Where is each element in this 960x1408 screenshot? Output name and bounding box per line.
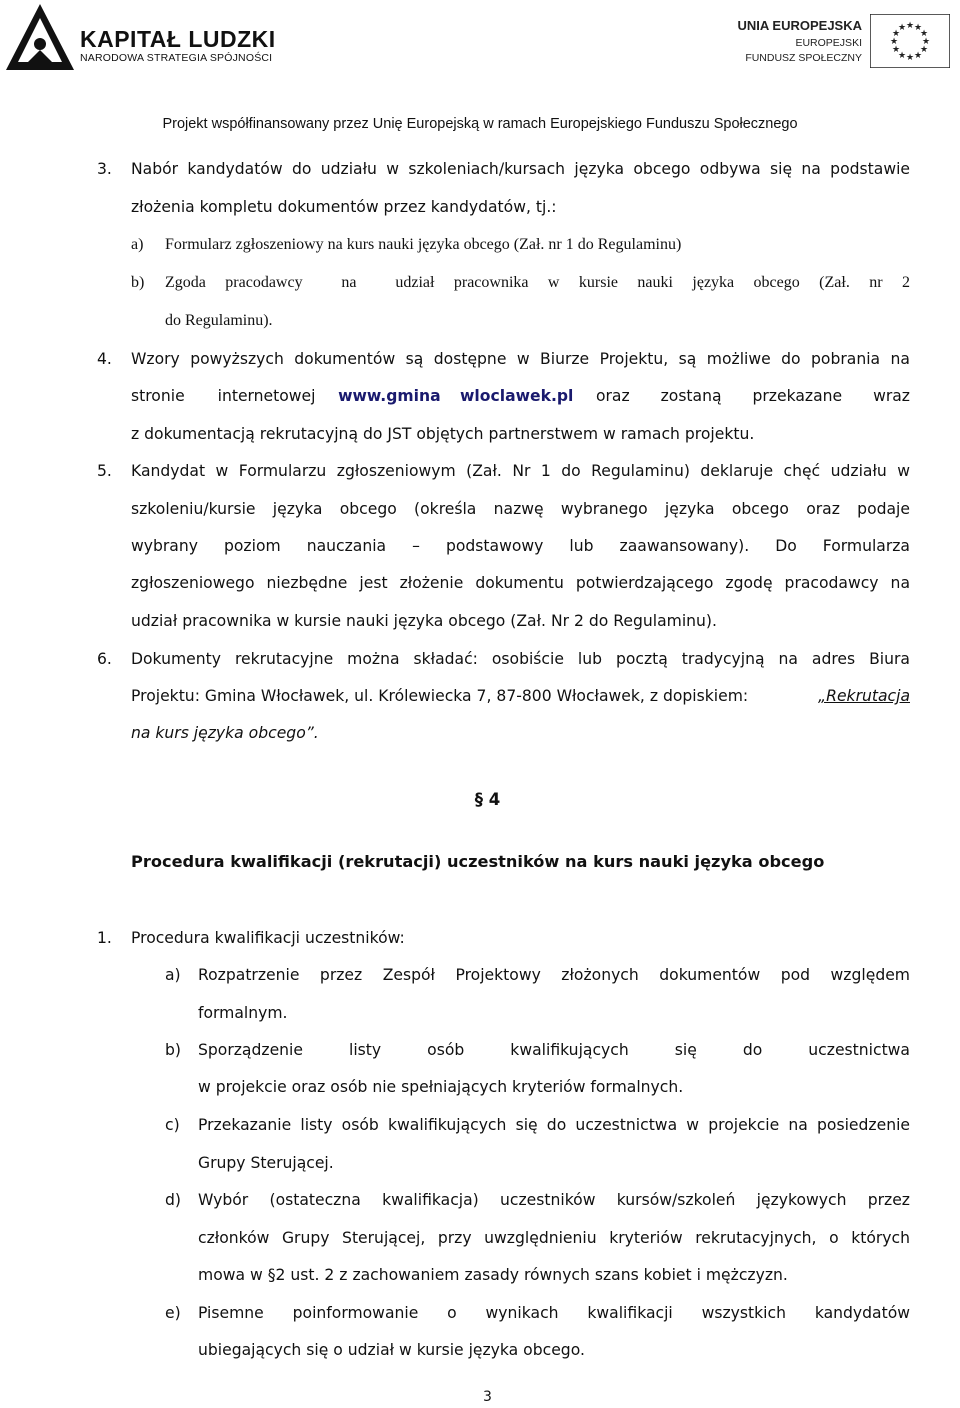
svg-text:★: ★ bbox=[897, 23, 907, 33]
item-number: 6. bbox=[97, 650, 112, 668]
procedure-title: Procedura kwalifikacji uczestników: bbox=[131, 929, 405, 947]
svg-text:★: ★ bbox=[905, 21, 915, 31]
sub-label: d) bbox=[165, 1191, 181, 1209]
item-4-line-1: Wzory powyższych dokumentów są dostępne w Biurze Projektu, są możliwe do pobrania na bbox=[131, 350, 910, 368]
procedure-c-line-1: Przekazanie listy osób kwalifikujących się do uczestnictwa w projekcie na posiedzenie bbox=[198, 1116, 910, 1134]
sub-label: a) bbox=[131, 236, 144, 253]
sub-label: b) bbox=[165, 1041, 181, 1059]
item-5-line-5: udział pracownika w kursie nauki języka obcego (Zał. Nr 2 do Regulaminu). bbox=[131, 612, 717, 630]
item-4-line-2 bbox=[131, 387, 910, 405]
item-number: 4. bbox=[97, 350, 112, 368]
website-link[interactable]: www.gmina wloclawek.pl bbox=[338, 387, 574, 405]
item-5-line-3: wybrany poziom nauczania – podstawowy lub zaawansowany). Do Formularza bbox=[131, 537, 910, 555]
item-3-b-text-1: Zgoda pracodawcy na udział pracownika w kursie nauki języka obcego (Zał. nr 2 bbox=[165, 274, 910, 291]
eu-flag-icon bbox=[870, 14, 950, 68]
sub-label: e) bbox=[165, 1304, 181, 1322]
item-number: 1. bbox=[97, 929, 112, 947]
item-3-line-1: Nabór kandydatów do udziału w szkoleniach/kursach języka obcego odbywa się na podstawie bbox=[131, 160, 910, 178]
svg-text:★: ★ bbox=[919, 29, 929, 39]
procedure-c-line-2: Grupy Sterującej. bbox=[198, 1154, 334, 1172]
item-4-line-2-post: oraz zostaną przekazane wraz bbox=[595, 387, 910, 405]
svg-text:★: ★ bbox=[921, 37, 931, 47]
item-4-line-3: z dokumentacją rekrutacyjną do JST objętych partnerstwem w ramach projektu. bbox=[131, 425, 755, 443]
procedure-a-line-2: formalnym. bbox=[198, 1004, 288, 1022]
kapital-ludzki-logo bbox=[6, 4, 306, 70]
item-6-line-3: na kurs języka obcego”. bbox=[131, 724, 319, 742]
item-number: 5. bbox=[97, 462, 112, 480]
procedure-d-line-2: członków Grupy Sterującej, przy uwzględnieniu kryteriów rekrutacyjnych, o których bbox=[198, 1229, 910, 1247]
sub-label: a) bbox=[165, 966, 181, 984]
section-number: § 4 bbox=[474, 790, 501, 809]
item-3-line-2: złożenia kompletu dokumentów przez kandydatów, tj.: bbox=[131, 198, 557, 216]
kapital-ludzki-logo-icon bbox=[6, 4, 74, 70]
eu-line-1: UNIA EUROPEJSKA bbox=[737, 18, 862, 33]
eu-logo bbox=[690, 8, 950, 72]
item-3-b-text-2: do Regulaminu). bbox=[165, 312, 273, 329]
logo-title: KAPITAŁ LUDZKI bbox=[80, 26, 276, 52]
svg-text:★: ★ bbox=[891, 29, 901, 39]
procedure-d-line-1: Wybór (ostateczna kwalifikacja) uczestników kursów/szkoleń językowych przez bbox=[198, 1191, 910, 1209]
sub-label: b) bbox=[131, 274, 145, 291]
item-number: 3. bbox=[97, 160, 112, 178]
procedure-b-line-1: Sporządzenie listy osób kwalifikujących się do uczestnictwa bbox=[198, 1041, 910, 1059]
page-number: 3 bbox=[483, 1389, 492, 1405]
item-4-line-2-pre: stronie internetowej bbox=[131, 387, 316, 405]
sub-label: c) bbox=[165, 1116, 180, 1134]
logo-subtitle: NARODOWA STRATEGIA SPÓJNOŚCI bbox=[80, 52, 273, 64]
item-5-line-1: Kandydat w Formularzu zgłoszeniowym (Zał. Nr 1 do Regulaminu) deklaruje chęć udziału w bbox=[131, 462, 910, 480]
svg-text:★: ★ bbox=[905, 53, 915, 63]
svg-text:★: ★ bbox=[889, 37, 899, 47]
item-5-line-2: szkoleniu/kursie języka obcego (określa nazwę wybranego języka obcego oraz podaje bbox=[131, 500, 910, 518]
procedure-d-line-3: mowa w §2 ust. 2 z zachowaniem zasady równych szans kobiet i mężczyzn. bbox=[198, 1266, 788, 1284]
eu-line-2: EUROPEJSKI bbox=[795, 37, 862, 49]
eu-line-3: FUNDUSZ SPOŁECZNY bbox=[745, 52, 862, 64]
item-6-line-2-pre: Projektu: Gmina Włocławek, ul. Królewiecka 7, 87-800 Włocławek, z dopiskiem: bbox=[131, 687, 749, 705]
svg-text:★: ★ bbox=[913, 51, 923, 61]
svg-text:★: ★ bbox=[897, 51, 907, 61]
cofinance-note: Projekt współfinansowany przez Unię Europejską w ramach Europejskiego Funduszu Społecznego bbox=[162, 116, 798, 132]
item-3-a-text: Formularz zgłoszeniowy na kurs nauki języka obcego (Zał. nr 1 do Regulaminu) bbox=[165, 236, 682, 253]
item-6-quote: „Rekrutacja bbox=[818, 687, 910, 705]
item-5-line-4: zgłoszeniowego niezbędne jest złożenie dokumentu potwierdzającego zgodę pracodawcy na bbox=[131, 574, 910, 592]
svg-text:★: ★ bbox=[913, 23, 923, 33]
svg-text:★: ★ bbox=[891, 45, 901, 55]
item-6-line-1: Dokumenty rekrutacyjne można składać: osobiście lub pocztą tradycyjną na adres Biura bbox=[131, 650, 910, 668]
procedure-b-line-2: w projekcie oraz osób nie spełniających kryteriów formalnych. bbox=[198, 1078, 684, 1096]
procedure-e-line-2: ubiegających się o udział w kursie języka obcego. bbox=[198, 1341, 585, 1359]
item-6-line-2 bbox=[131, 687, 910, 705]
section-heading: Procedura kwalifikacji (rekrutacji) uczestników na kurs nauki języka obcego bbox=[131, 852, 825, 871]
procedure-a-line-1: Rozpatrzenie przez Zespół Projektowy złożonych dokumentów pod względem bbox=[198, 966, 910, 984]
procedure-e-line-1: Pisemne poinformowanie o wynikach kwalifikacji wszystkich kandydatów bbox=[198, 1304, 910, 1322]
svg-text:★: ★ bbox=[919, 45, 929, 55]
